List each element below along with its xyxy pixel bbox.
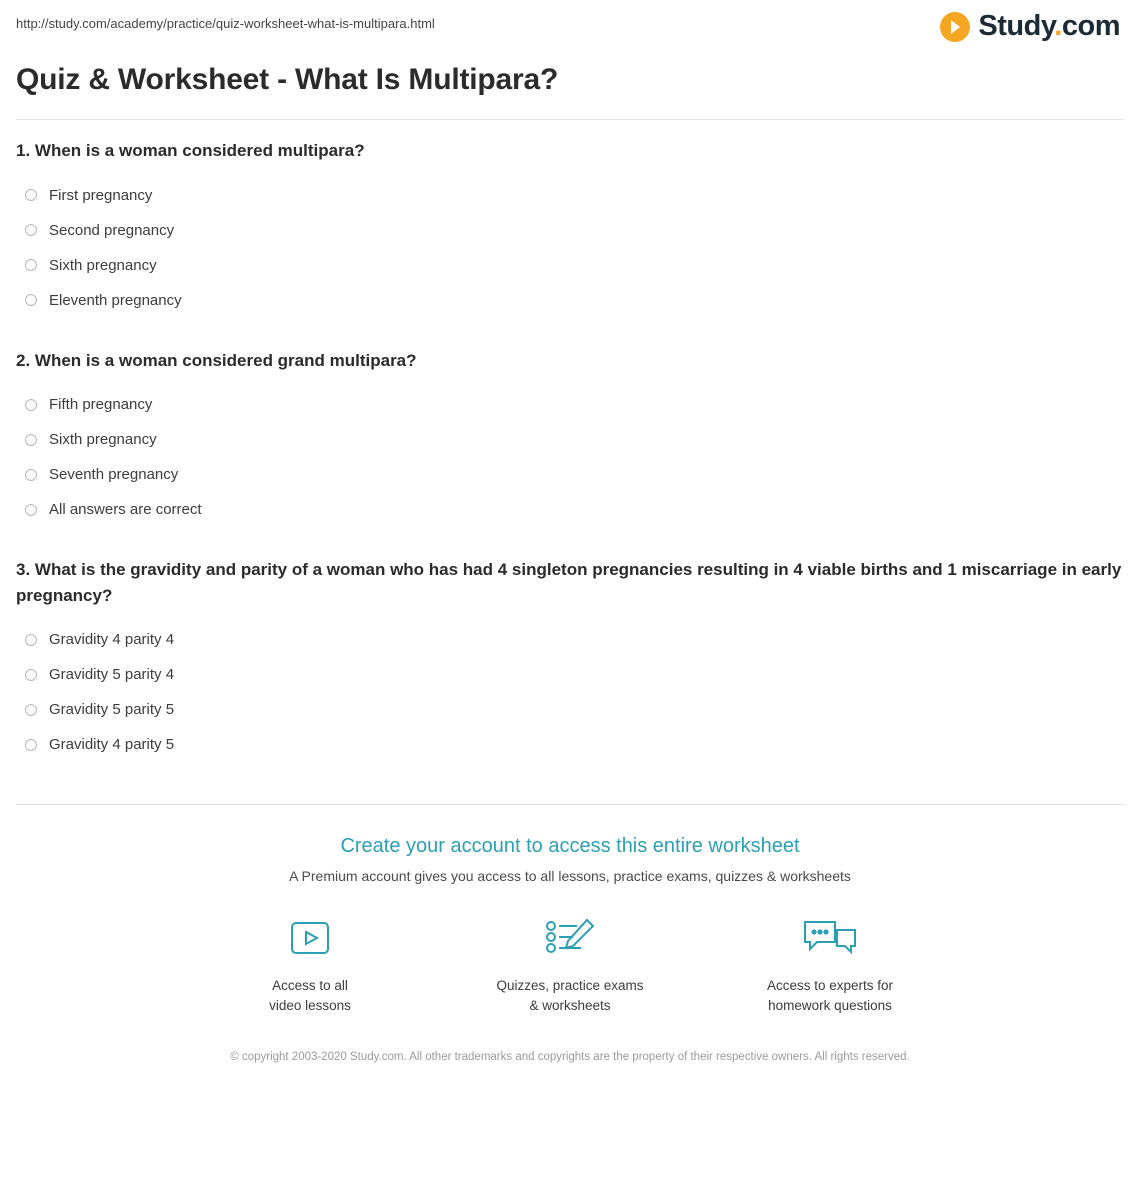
page-title: Quiz & Worksheet - What Is Multipara?: [16, 63, 1124, 120]
answer-option[interactable]: [16, 213, 1124, 248]
feature-item: [740, 912, 920, 1015]
answer-label: Sixth pregnancy: [49, 431, 157, 448]
feature-label-line2: video lessons: [269, 997, 351, 1013]
question-block: [16, 348, 1124, 528]
cta-subtitle: A Premium account gives you access to all lessons, practice exams, quizzes & worksheets: [289, 868, 851, 884]
feature-label: [480, 976, 660, 1015]
answer-option[interactable]: [16, 422, 1124, 457]
feature-item: [220, 912, 400, 1015]
feature-list: [220, 912, 920, 1015]
play-circle-icon: [940, 12, 970, 42]
question-text: 3. What is the gravidity and parity of a woman who has had 4 singleton pregnancies resulting in 4 viable births and 1 miscarriage in early pregnancy?: [16, 560, 1122, 605]
video-player-icon: [220, 912, 400, 964]
footer-cta: [16, 804, 1124, 1090]
radio-button-icon[interactable]: [25, 189, 37, 201]
feature-item: [480, 912, 660, 1015]
answer-label: Gravidity 4 parity 5: [49, 736, 175, 753]
answer-label: Second pregnancy: [49, 221, 175, 239]
radio-button-icon[interactable]: [25, 669, 37, 681]
answer-label: Fifth pregnancy: [49, 396, 153, 413]
logo-brand: Study: [978, 10, 1055, 42]
answer-list: [16, 387, 1124, 527]
chat-bubbles-icon: [740, 912, 920, 964]
question-block: [16, 557, 1124, 762]
logo-text: [978, 10, 1120, 43]
answer-option[interactable]: [16, 387, 1124, 422]
radio-button-icon[interactable]: [25, 399, 37, 411]
logo-dot: .: [1054, 10, 1062, 42]
answer-label: All answers are correct: [49, 501, 202, 518]
feature-label: [740, 976, 920, 1015]
answer-list: [16, 622, 1124, 762]
answer-label: Seventh pregnancy: [49, 466, 179, 483]
radio-button-icon[interactable]: [25, 704, 37, 716]
quiz-checklist-pencil-icon: [480, 912, 660, 964]
answer-list: [16, 178, 1124, 318]
page-header: [16, 0, 1124, 49]
answer-label: Gravidity 5 parity 4: [49, 666, 175, 683]
answer-option[interactable]: [16, 622, 1124, 657]
answer-label: Sixth pregnancy: [49, 256, 157, 274]
question-text: 1. When is a woman considered multipara?: [16, 141, 365, 160]
feature-label-line2: & worksheets: [529, 997, 611, 1013]
feature-label-line1: Access to experts for: [766, 978, 894, 993]
radio-button-icon[interactable]: [25, 739, 37, 751]
answer-option[interactable]: [16, 457, 1124, 492]
question-text: 2. When is a woman considered grand multipara?: [16, 350, 417, 370]
feature-label-line1: Access to all: [272, 978, 348, 993]
feature-label-line2: homework questions: [768, 997, 892, 1013]
answer-option[interactable]: [16, 283, 1124, 318]
answer-option[interactable]: [16, 657, 1124, 692]
radio-button-icon[interactable]: [25, 504, 37, 516]
radio-button-icon[interactable]: [25, 634, 37, 646]
answer-option[interactable]: [16, 692, 1124, 727]
answer-label: Eleventh pregnancy: [49, 291, 182, 309]
radio-button-icon[interactable]: [25, 224, 37, 236]
feature-label: [220, 976, 400, 1015]
radio-button-icon[interactable]: [25, 434, 37, 446]
radio-button-icon[interactable]: [25, 259, 37, 271]
answer-option[interactable]: [16, 248, 1124, 283]
study-com-logo[interactable]: [940, 10, 1124, 43]
answer-label: Gravidity 5 parity 5: [49, 701, 175, 718]
answer-option[interactable]: [16, 178, 1124, 213]
answer-label: First pregnancy: [49, 186, 153, 204]
answer-option[interactable]: [16, 492, 1124, 527]
question-block: [16, 138, 1124, 318]
answer-option[interactable]: [16, 727, 1124, 762]
feature-label-line1: Quizzes, practice exams: [496, 978, 644, 993]
logo-tld: com: [1061, 10, 1120, 42]
radio-button-icon[interactable]: [25, 469, 37, 481]
page-url: http://study.com/academy/practice/quiz-worksheet-what-is-multipara.html: [16, 16, 435, 31]
cta-title[interactable]: Create your account to access this entire worksheet: [340, 835, 800, 857]
copyright-text: © copyright 2003-2020 Study.com. All other trademarks and copyrights are the property of their respective owners. All rights reserved.: [230, 1051, 910, 1064]
answer-label: Gravidity 4 parity 4: [49, 631, 175, 648]
radio-button-icon[interactable]: [25, 294, 37, 306]
